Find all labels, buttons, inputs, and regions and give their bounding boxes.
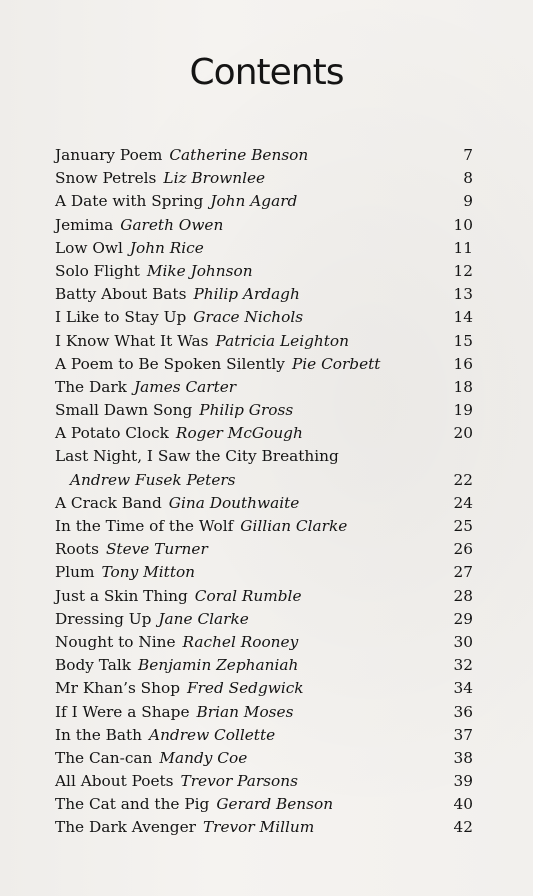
page-number: 36 (453, 702, 473, 721)
poem-author: Trevor Millum (202, 818, 315, 837)
page-number: 20 (453, 424, 473, 443)
toc-entry (55, 561, 473, 584)
poem-author: Mandy Coe (159, 748, 248, 767)
poem-author: Roger McGough (175, 424, 303, 443)
poem-title: Just a Skin Thing (55, 586, 188, 605)
toc-entry (55, 747, 473, 770)
poem-author: John Agard (210, 192, 298, 211)
poem-title: Low Owl (55, 238, 123, 257)
toc-entry (55, 793, 473, 816)
poem-title: The Dark Avenger (55, 818, 196, 837)
page-number: 12 (453, 261, 473, 280)
page-number: 13 (453, 285, 473, 304)
page-number: 38 (453, 748, 473, 767)
poem-title: Mr Khan’s Shop (55, 679, 180, 698)
page-number: 22 (453, 470, 473, 489)
poem-title: The Dark (55, 377, 127, 396)
poem-title: All About Poets (55, 772, 174, 791)
poem-title: The Can-can (55, 748, 153, 767)
poem-title: Body Talk (55, 656, 132, 675)
toc-entry (55, 469, 473, 492)
toc-entry (55, 353, 473, 376)
toc-entry (55, 631, 473, 654)
poem-title: January Poem (55, 146, 163, 164)
toc-entry (55, 816, 473, 839)
toc-entry (55, 538, 473, 561)
toc-entry (55, 190, 473, 213)
toc-entry (55, 422, 473, 445)
toc-entry (55, 492, 473, 515)
poem-author: Liz Brownlee (163, 169, 266, 188)
toc-entry (55, 654, 473, 677)
page-number: 15 (453, 331, 473, 350)
poem-title: Jemima (55, 215, 114, 234)
poem-title: Solo Flight (55, 261, 140, 280)
poem-author: Catherine Benson (169, 146, 309, 164)
poem-author: Patricia Leighton (215, 331, 349, 350)
poem-title: Batty About Bats (55, 285, 187, 304)
page-number: 8 (463, 169, 473, 188)
page-number: 18 (453, 377, 473, 396)
toc-entry (55, 237, 473, 260)
poem-title: A Crack Band (55, 493, 162, 512)
poem-author: Gareth Owen (120, 215, 224, 234)
page-number: 7 (463, 146, 473, 164)
poem-author: Steve Turner (105, 540, 208, 559)
poem-author: James Carter (133, 377, 237, 396)
poem-title: Snow Petrels (55, 169, 157, 188)
poem-title: Last Night, I Saw the City Breathing (55, 447, 339, 466)
toc-entry (55, 677, 473, 700)
page-title: Contents (189, 52, 344, 93)
poem-author: Andrew Fusek Peters (70, 470, 236, 489)
page-number: 28 (453, 586, 473, 605)
poem-author: Rachel Rooney (182, 632, 299, 651)
poem-author: Andrew Collette (149, 725, 276, 744)
toc-entry (55, 724, 473, 747)
page-number: 40 (453, 795, 473, 814)
page-number: 34 (453, 679, 473, 698)
poem-author: Grace Nichols (193, 308, 304, 327)
poem-title: In the Bath (55, 725, 143, 744)
poem-title: The Cat and the Pig (55, 795, 210, 814)
poem-title: Dressing Up (55, 609, 152, 628)
page-number: 11 (453, 238, 473, 257)
toc-entry (55, 399, 473, 422)
poem-author: Coral Rumble (194, 586, 302, 605)
page-number: 10 (453, 215, 473, 234)
page-number: 42 (453, 818, 473, 837)
poem-author: Philip Ardagh (193, 285, 300, 304)
page-number: 37 (453, 725, 473, 744)
poem-author: Brian Moses (196, 702, 294, 721)
page-number: 25 (453, 517, 473, 535)
poem-title: I Know What It Was (55, 331, 209, 350)
poem-author: Pie Corbett (291, 354, 381, 373)
toc-entry (55, 608, 473, 631)
toc-entry (55, 701, 473, 724)
table-of-contents (55, 144, 473, 840)
poem-author: John Rice (129, 238, 204, 257)
toc-entry (55, 376, 473, 399)
toc-entry (55, 144, 473, 167)
poem-title: A Date with Spring (55, 192, 204, 211)
poem-title: Small Dawn Song (55, 401, 193, 420)
poem-title: If I Were a Shape (55, 702, 190, 721)
toc-entry (55, 167, 473, 190)
page-number: 27 (453, 563, 473, 582)
page-number: 16 (453, 354, 473, 373)
poem-title: Roots (55, 540, 99, 559)
poem-title: I Like to Stay Up (55, 308, 187, 327)
toc-entry (55, 283, 473, 306)
poem-author: Fred Sedgwick (187, 679, 304, 698)
poem-author: Trevor Parsons (180, 772, 298, 791)
toc-entry (55, 770, 473, 793)
poem-title: In the Time of the Wolf (55, 517, 234, 535)
toc-entry (55, 445, 473, 468)
poem-author: Gina Douthwaite (168, 493, 300, 512)
poem-title: A Poem to Be Spoken Silently (55, 354, 285, 373)
toc-entry (55, 585, 473, 608)
toc-entry (55, 214, 473, 237)
page-number: 14 (453, 308, 473, 327)
poem-author: Gerard Benson (216, 795, 334, 814)
poem-author: Mike Johnson (146, 261, 253, 280)
poem-author: Philip Gross (199, 401, 294, 420)
poem-title: A Potato Clock (55, 424, 169, 443)
page-number: 30 (453, 632, 473, 651)
poem-author: Benjamin Zephaniah (138, 656, 299, 675)
page-number: 39 (453, 772, 473, 791)
toc-entry (55, 260, 473, 283)
poem-title: Plum (55, 563, 95, 582)
page-number: 32 (453, 656, 473, 675)
toc-entry (55, 515, 473, 538)
poem-title: Nought to Nine (55, 632, 176, 651)
page-number: 9 (463, 192, 473, 211)
toc-entry (55, 306, 473, 329)
poem-author: Jane Clarke (158, 609, 249, 628)
poem-author: Gillian Clarke (240, 517, 348, 535)
page-number: 29 (453, 609, 473, 628)
page-number: 19 (453, 401, 473, 420)
page-number: 24 (453, 493, 473, 512)
toc-entry (55, 330, 473, 353)
page-number: 26 (453, 540, 473, 559)
poem-author: Tony Mitton (101, 563, 196, 582)
